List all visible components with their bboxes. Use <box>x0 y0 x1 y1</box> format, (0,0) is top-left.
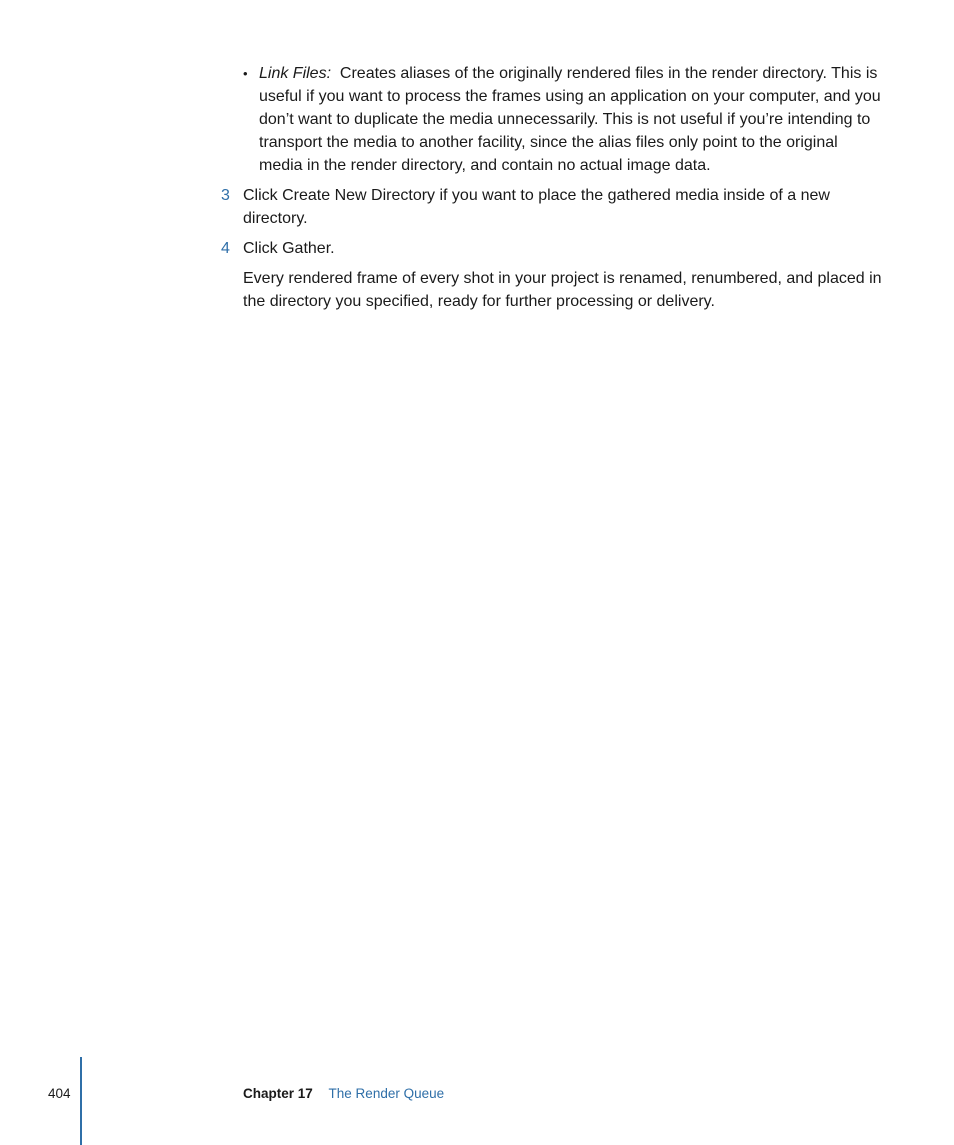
result-paragraph: Every rendered frame of every shot in your project is renamed, renumbered, and placed in the directory you specified, ready for further processing or delivery. <box>243 270 882 310</box>
step-number: 4 <box>221 240 230 257</box>
step-text: Click Create New Directory if you want to place the gathered media inside of a new directory. <box>243 187 830 227</box>
footer-divider <box>80 1057 82 1145</box>
bullet-term: Link Files: <box>259 65 332 82</box>
page-number: 404 <box>48 1086 71 1101</box>
bullet-content <box>259 62 883 177</box>
step-number: 3 <box>221 187 230 204</box>
bullet-text: Creates aliases of the originally rendered files in the render directory. This is useful if you want to process the frames using an application on your computer, and you don’t want to duplicate the media unnecessarily. This is not useful if you’re intending to transport the media to another facility, since the alias files only point to the original media in the render directory, and contain no actual image data. <box>259 65 881 174</box>
step-item <box>221 237 881 260</box>
bullet-item-link-files <box>243 62 883 177</box>
chapter-title: The Render Queue <box>328 1086 445 1101</box>
bullet-marker: • <box>243 66 248 81</box>
chapter-footer <box>243 1086 444 1101</box>
chapter-label: Chapter 17 <box>243 1086 313 1101</box>
step-text: Click Gather. <box>243 240 335 257</box>
step-item <box>221 184 881 230</box>
